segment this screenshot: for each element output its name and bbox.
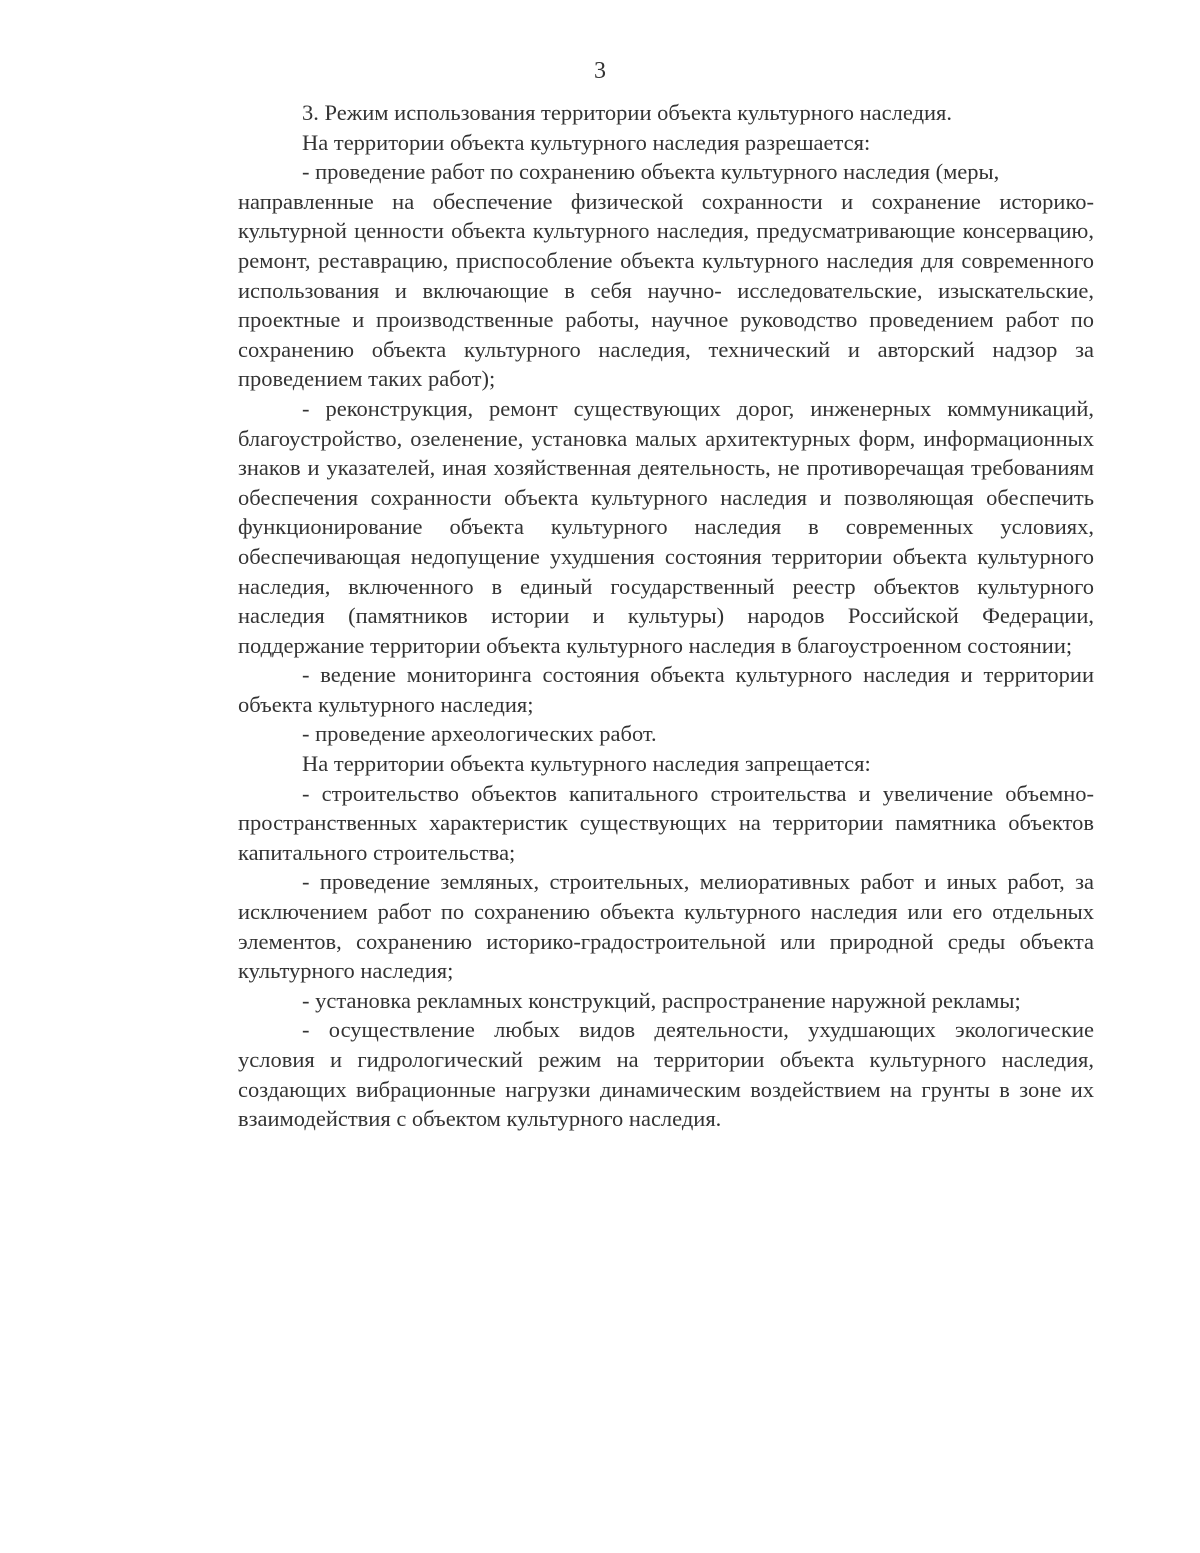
document-body [238, 98, 1094, 1134]
paragraph-permitted-item: - ведение мониторинга состояния объекта культурного наследия и территории объекта культурного наследия; [238, 662, 1094, 717]
paragraph-permitted-item: - реконструкция, ремонт существующих дорог, инженерных коммуникаций, благоустройство, озеленение, установка малых архитектурных форм, информационных знаков и указателей, иная хозяйственная деятельность, не противоречащая требованиям обеспечения сохранности объекта культурного наследия и позволяющая обеспечить функционирование объекта культурного наследия в современных условиях, обеспечивающая недопущение ухудшения состояния территории объекта культурного наследия, включенного в единый государственный реестр объектов культурного наследия (памятников истории и культуры) народов Российской Федерации, поддержание территории объекта культурного наследия в благоустроенном состоянии; [238, 395, 1094, 658]
paragraph-permitted-item-continuation: направленные на обеспечение физической сохранности и сохранение историко-культурной ценности объекта культурного наследия, предусматривающие консервацию, ремонт, реставрацию, приспособление объекта культурного наследия для современного использования и включающие в себя научно- исследовательские, изыскательские, проектные и производственные работы, научное руководство проведением работ по сохранению объекта культурного наследия, технический и авторский надзор за проведением таких работ); [238, 188, 1094, 392]
paragraph-prohibited-item: - проведение земляных, строительных, мелиоративных работ и иных работ, за исключением работ по сохранению объекта культурного наследия или его отдельных элементов, сохранению историко-градостроительной или природной среды объекта культурного наследия; [238, 869, 1094, 984]
paragraph-permitted-intro: На территории объекта культурного наследия разрешается: [302, 129, 871, 155]
page-number: 3 [594, 58, 606, 84]
paragraph-prohibited-item: - установка рекламных конструкций, распространение наружной рекламы; [302, 987, 1021, 1013]
paragraph-permitted-item: - проведение работ по сохранению объекта культурного наследия (меры, [302, 159, 1000, 185]
paragraph-prohibited-item: - строительство объектов капитального строительства и увеличение объемно-пространственных характеристик существующих на территории памятника объектов капитального строительства; [238, 780, 1094, 865]
paragraph-permitted-item: - проведение археологических работ. [302, 721, 657, 747]
paragraph-prohibited-intro: На территории объекта культурного наследия запрещается: [302, 751, 871, 777]
section-heading: 3. Режим использования территории объекта культурного наследия. [302, 100, 953, 125]
paragraph-prohibited-item: - осуществление любых видов деятельности, ухудшающих экологические условия и гидрологический режим на территории объекта культурного наследия, создающих вибрационные нагрузки динамическим воздействием на грунты в зоне их взаимодействия с объектом культурного наследия. [238, 1017, 1094, 1132]
